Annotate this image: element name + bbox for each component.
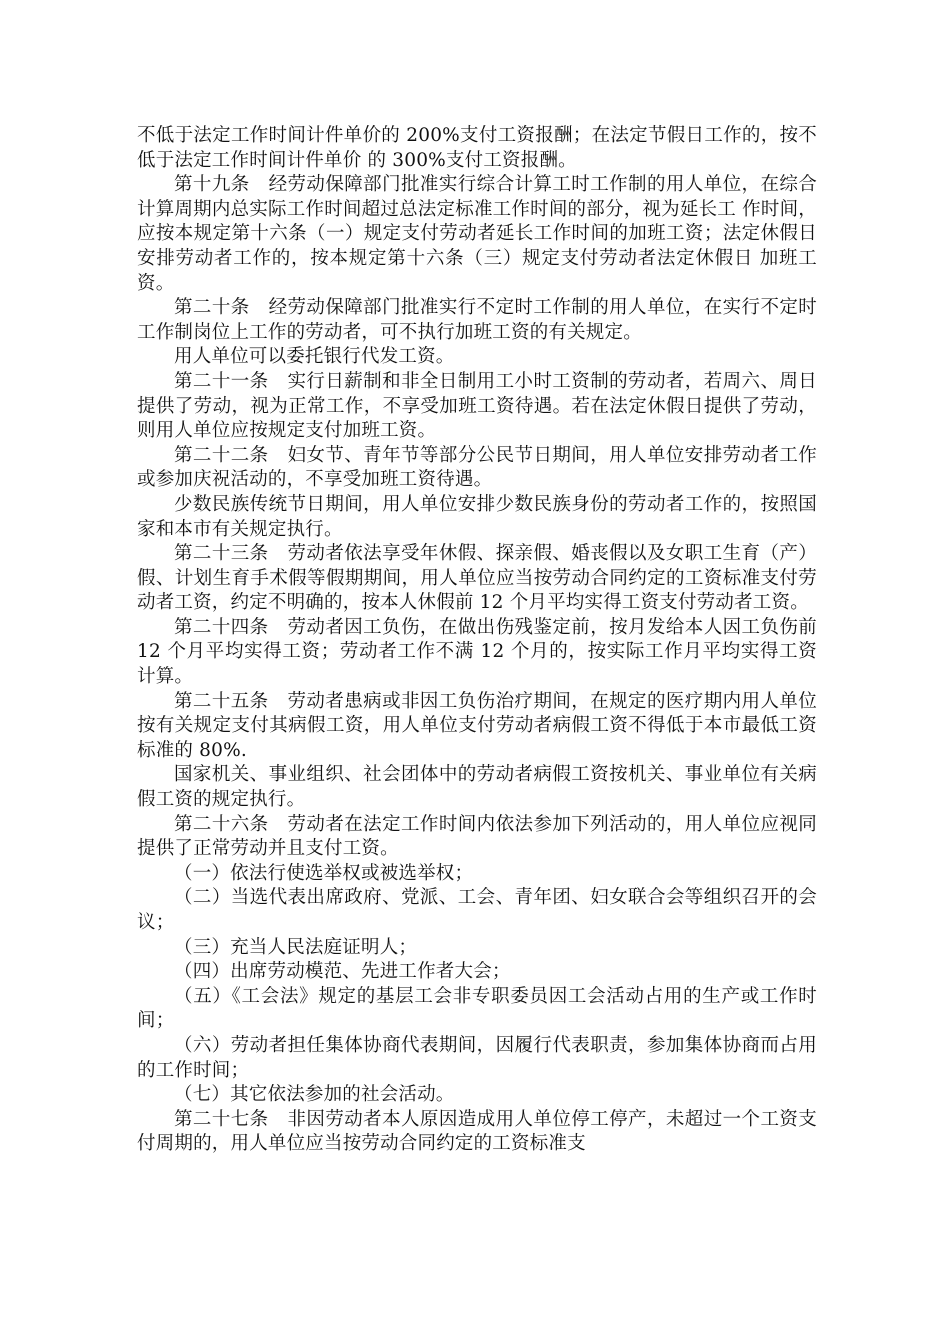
paragraph-article-19: 第十九条 经劳动保障部门批准实行综合计算工时工作制的用人单位，在综合计算周期内总实际工作时间超过总法定标准工作时间的部分，视为延长工 作时间，应按本规定第十六条（一）规定支付劳动者延长工作时间的加班工资；法定休假日安排劳动者工作的，按本规定第十六条（三）规定支付劳动者法定休假日 加班工资。 xyxy=(137,174,817,294)
paragraph-article-26: 第二十六条 劳动者在法定工作时间内依法参加下列活动的，用人单位应视同提供了正常劳动并且支付工资。 xyxy=(137,813,817,860)
paragraph-article-23: 第二十三条 劳动者依法享受年休假、探亲假、婚丧假以及女职工生育（产）假、计划生育手术假等假期期间，用人单位应当按劳动合同约定的工资标准支付劳动者工资，约定不明确的，按本人休假前 12 个月平均实得工资支付劳动者工资。 xyxy=(137,543,817,614)
paragraph-ethnic-holidays: 少数民族传统节日期间，用人单位安排少数民族身份的劳动者工作的，按照国家和本市有关规定执行。 xyxy=(137,493,817,540)
list-item-2: （二）当选代表出席政府、党派、工会、青年团、妇女联合会等组织召开的会议； xyxy=(137,887,817,933)
list-item-5: （五）《工会法》规定的基层工会非专职委员因工会活动占用的生产或工作时间； xyxy=(137,985,817,1032)
paragraph-article-20: 第二十条 经劳动保障部门批准实行不定时工作制的用人单位，在实行不定时工作制岗位上工作的劳动者，可不执行加班工资的有关规定。 xyxy=(137,297,817,343)
list-item-6: （六）劳动者担任集体协商代表期间，因履行代表职责，参加集体协商而占用的工作时间； xyxy=(137,1034,817,1081)
document-page xyxy=(137,124,817,1157)
list-item-4: （四）出席劳动模范、先进工作者大会； xyxy=(174,961,511,983)
list-item-1: （一）依法行使选举权或被选举权； xyxy=(174,862,474,884)
list-item-7: （七）其它依法参加的社会活动。 xyxy=(174,1084,455,1106)
paragraph-bank-payment: 用人单位可以委托银行代发工资。 xyxy=(174,346,455,368)
paragraph-article-24: 第二十四条 劳动者因工负伤，在做出伤残鉴定前，按月发给本人因工负伤前 12 个月平均实得工资；劳动者工作不满 12 个月的，按实际工作月平均实得工资计算。 xyxy=(137,616,817,688)
paragraph-article-22: 第二十二条 妇女节、青年节等部分公民节日期间，用人单位安排劳动者工作或参加庆祝活动的，不享受加班工资待遇。 xyxy=(137,444,817,491)
paragraph-article-25: 第二十五条 劳动者患病或非因工负伤治疗期间，在规定的医疗期内用人单位按有关规定支付其病假工资，用人单位支付劳动者病假工资不得低于本市最低工资标准的 80%. xyxy=(137,690,817,761)
paragraph-sick-pay-institutions: 国家机关、事业组织、社会团体中的劳动者病假工资按机关、事业单位有关病假工资的规定执行。 xyxy=(137,764,817,811)
paragraph-article-21: 第二十一条 实行日薪制和非全日制用工小时工资制的劳动者，若周六、周日提供了劳动，视为正常工作，不享受加班工资待遇。若在法定休假日提供了劳动，则用人单位应按规定支付加班工资。 xyxy=(137,370,817,442)
list-item-3: （三）充当人民法庭证明人； xyxy=(174,936,418,958)
paragraph-article-27: 第二十七条 非因劳动者本人原因造成用人单位停工停产，未超过一个工资支付周期的，用人单位应当按劳动合同约定的工资标准支 xyxy=(137,1108,817,1155)
paragraph-continuation: 不低于法定工作时间计件单价的 200%支付工资报酬；在法定节假日工作的，按不低于法定工作时间计件单价 的 300%支付工资报酬。 xyxy=(137,125,817,171)
